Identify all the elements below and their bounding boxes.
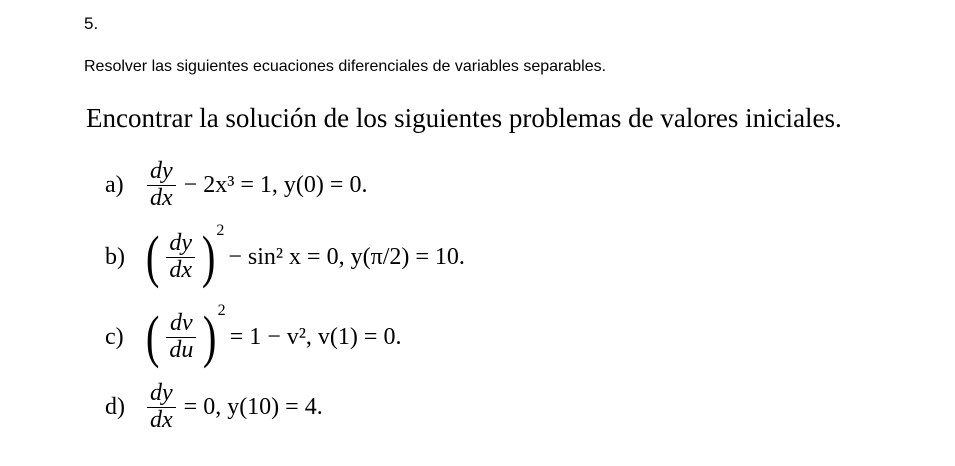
- left-paren: (: [145, 224, 160, 289]
- derivative-fraction: [147, 381, 176, 432]
- item-label: b): [105, 243, 125, 270]
- fraction-numerator: dy: [150, 380, 173, 407]
- derivative-fraction: [147, 159, 176, 210]
- fraction-denominator: dx: [147, 185, 176, 211]
- instruction-text: Resolver las siguientes ecuaciones diferenciales de variables separables.: [84, 58, 607, 75]
- fraction-numerator: dy: [150, 158, 173, 185]
- fraction-numerator: dv: [170, 310, 193, 337]
- fraction-denominator: dx: [166, 257, 195, 283]
- equation-item-d: [105, 372, 323, 442]
- item-label: d): [105, 393, 125, 420]
- equation-rest: − sin² x = 0, y(π/2) = 10.: [228, 243, 465, 270]
- derivative-fraction: [166, 231, 195, 282]
- problem-number: 5.: [84, 14, 99, 33]
- equation-rest: = 1 − v², v(1) = 0.: [229, 323, 402, 350]
- fraction-denominator: du: [166, 337, 196, 363]
- item-label: c): [105, 323, 124, 350]
- right-paren: ): [203, 304, 217, 369]
- left-paren: (: [145, 304, 160, 369]
- exponent: 2: [217, 302, 226, 319]
- exponent: 2: [216, 222, 225, 239]
- equation-item-c: [105, 302, 401, 372]
- fraction-numerator: dy: [169, 230, 192, 257]
- right-paren: ): [201, 224, 216, 289]
- equation-item-a: [105, 150, 367, 220]
- equation-item-b: [105, 222, 465, 292]
- derivative-fraction: [166, 311, 196, 362]
- fraction-denominator: dx: [147, 407, 176, 433]
- section-heading: Encontrar la solución de los siguientes problemas de valores iniciales.: [86, 103, 842, 133]
- equation-rest: = 0, y(10) = 4.: [183, 393, 323, 420]
- equation-rest: − 2x³ = 1, y(0) = 0.: [183, 171, 368, 198]
- item-label: a): [105, 171, 124, 198]
